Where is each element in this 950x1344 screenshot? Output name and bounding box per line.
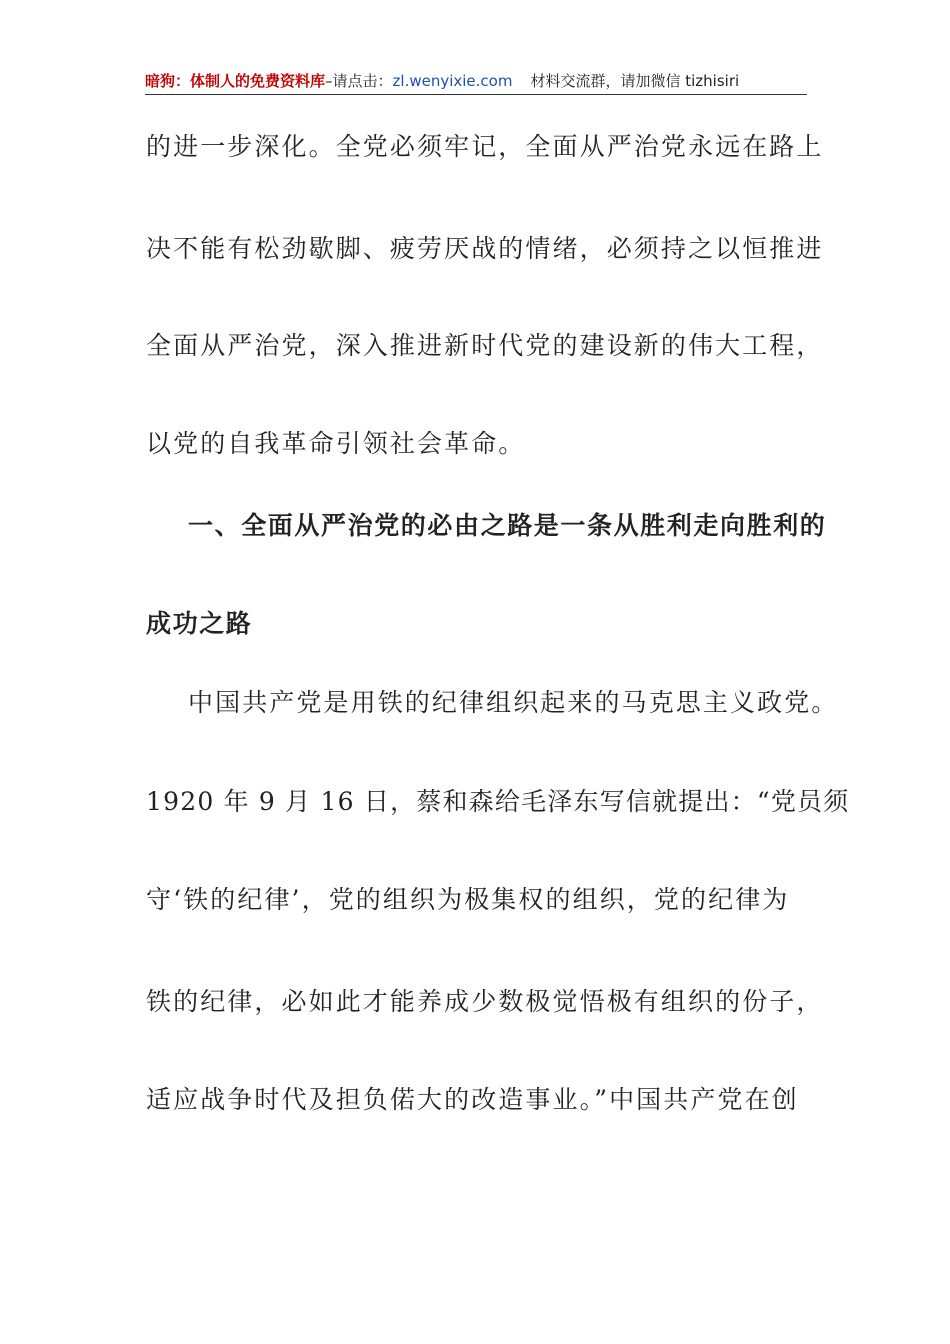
section-heading-continued: 成功之路 <box>146 609 253 638</box>
paragraph-line: 铁的纪律，必如此才能养成少数极觉悟极有组织的份子， <box>146 987 824 1016</box>
page-header <box>145 70 807 95</box>
paragraph-line: 中国共产党是用铁的纪律组织起来的马克思主义政党。 <box>188 688 839 717</box>
paragraph-line: 的进一步深化。全党必须牢记，全面从严治党永远在路上 <box>146 132 824 161</box>
paragraph-line: 1920 年 9 月 16 日，蔡和森给毛泽东写信就提出：“党员须 <box>146 787 850 816</box>
paragraph-line: 守‘铁的纪律’，党的组织为极集权的组织，党的纪律为 <box>146 885 790 914</box>
paragraph-line: 以党的自我革命引领社会革命。 <box>146 429 526 458</box>
header-group-text: 材料交流群，请加微信 tizhisiri <box>530 72 740 90</box>
header-link[interactable]: zl.wenyixie.com <box>392 72 513 90</box>
paragraph-line: 全面从严治党，深入推进新时代党的建设新的伟大工程， <box>146 331 824 360</box>
section-heading: 一、全面从严治党的必由之路是一条从胜利走向胜利的 <box>188 511 827 540</box>
header-click-text: –请点击： <box>325 72 393 90</box>
header-brand: 暗狗：体制人的免费资料库 <box>145 72 326 90</box>
paragraph-line: 适应战争时代及担负偌大的改造事业。”中国共产党在创 <box>146 1085 799 1114</box>
paragraph-line: 决不能有松劲歇脚、疲劳厌战的情绪，必须持之以恒推进 <box>146 234 824 263</box>
